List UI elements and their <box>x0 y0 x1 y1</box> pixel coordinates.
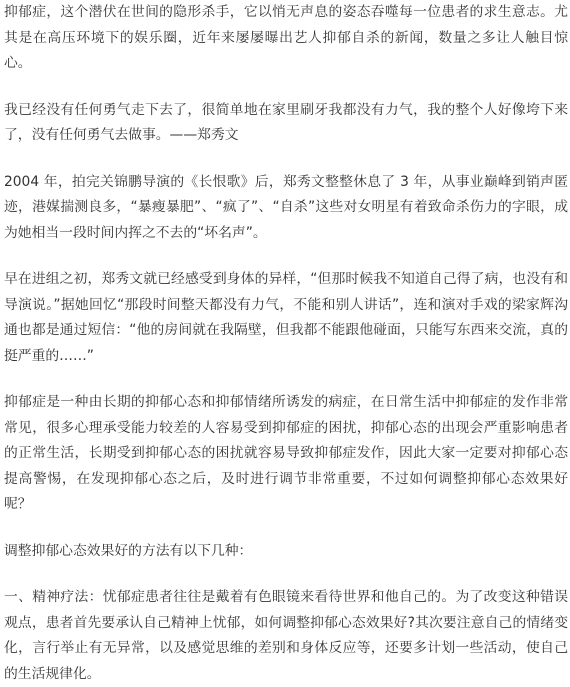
paragraph-filming: 早在进组之初，郑秀文就已经感受到身体的异样，“但那时候我不知道自己得了病，也没有和导演说。”据她回忆“那段时间整天都没有力气，不能和别人讲话”，连和演对手戏的梁家辉沟通也都是通过短信：“他的房间就在我隔壁，但我都不能跟他碰面，只能写东西来交流，真的挺严重的……” <box>4 271 568 364</box>
paragraph-gap <box>4 246 568 267</box>
paragraph-gap <box>4 369 568 390</box>
paragraph-gap <box>4 149 568 170</box>
paragraph-method-1: 一、精神疗法：忧郁症患者往往是戴着有色眼镜来看待世界和他自己的。为了改变这种错误观点，患者首先要承认自己精神上忧郁，如何调整抑郁心态效果好?其次要注意自己的情绪变化，言行举止有无异常，以及感觉思维的差别和身体反应等，还要多计划一些活动，使自己的生活规律化。 <box>4 589 568 682</box>
paragraph-intro: 抑郁症，这个潜伏在世间的隐形杀手，它以悄无声息的姿态吞噬每一位患者的求生意志。尤其是在高压环境下的娱乐圈，近年来屡屡曝出艺人抑郁自杀的新闻，数量之多让人触目惊心。 <box>4 4 568 71</box>
paragraph-depression-definition: 抑郁症是一种由长期的抑郁心态和抑郁情绪所诱发的病症，在日常生活中抑郁症的发作非常常见，很多心理承受能力较差的人容易受到抑郁症的困扰，抑郁心态的出现会严重影响患者的正常生活，长期受到抑郁心态的困扰就容易导致抑郁症发作，因此大家一定要对抑郁心态提高警惕，在发现抑郁心态之后，及时进行调节非常重要，不过如何调整抑郁心态效果好呢？ <box>4 394 568 512</box>
paragraph-gap <box>4 77 568 98</box>
paragraph-quote: 我已经没有任何勇气走下去了，很简单地在家里刷牙我都没有力气，我的整个人好像垮下来了，没有任何勇气去做事。——郑秀文 <box>4 101 568 143</box>
paragraph-gap <box>4 518 568 539</box>
paragraph-gap <box>4 564 568 585</box>
paragraph-2004: 2004 年，拍完关锦鹏导演的《长恨歌》后，郑秀文整整休息了 3 年，从事业巅峰到销声匿迹，港媒揣测良多，“暴瘦暴肥”、“疯了”、“自杀”这些对女明星有着致命杀伤力的字眼，成为她相当一段时间内挥之不去的“坏名声”。 <box>4 173 568 241</box>
paragraph-methods-intro: 调整抑郁心态效果好的方法有以下几种： <box>4 542 253 559</box>
